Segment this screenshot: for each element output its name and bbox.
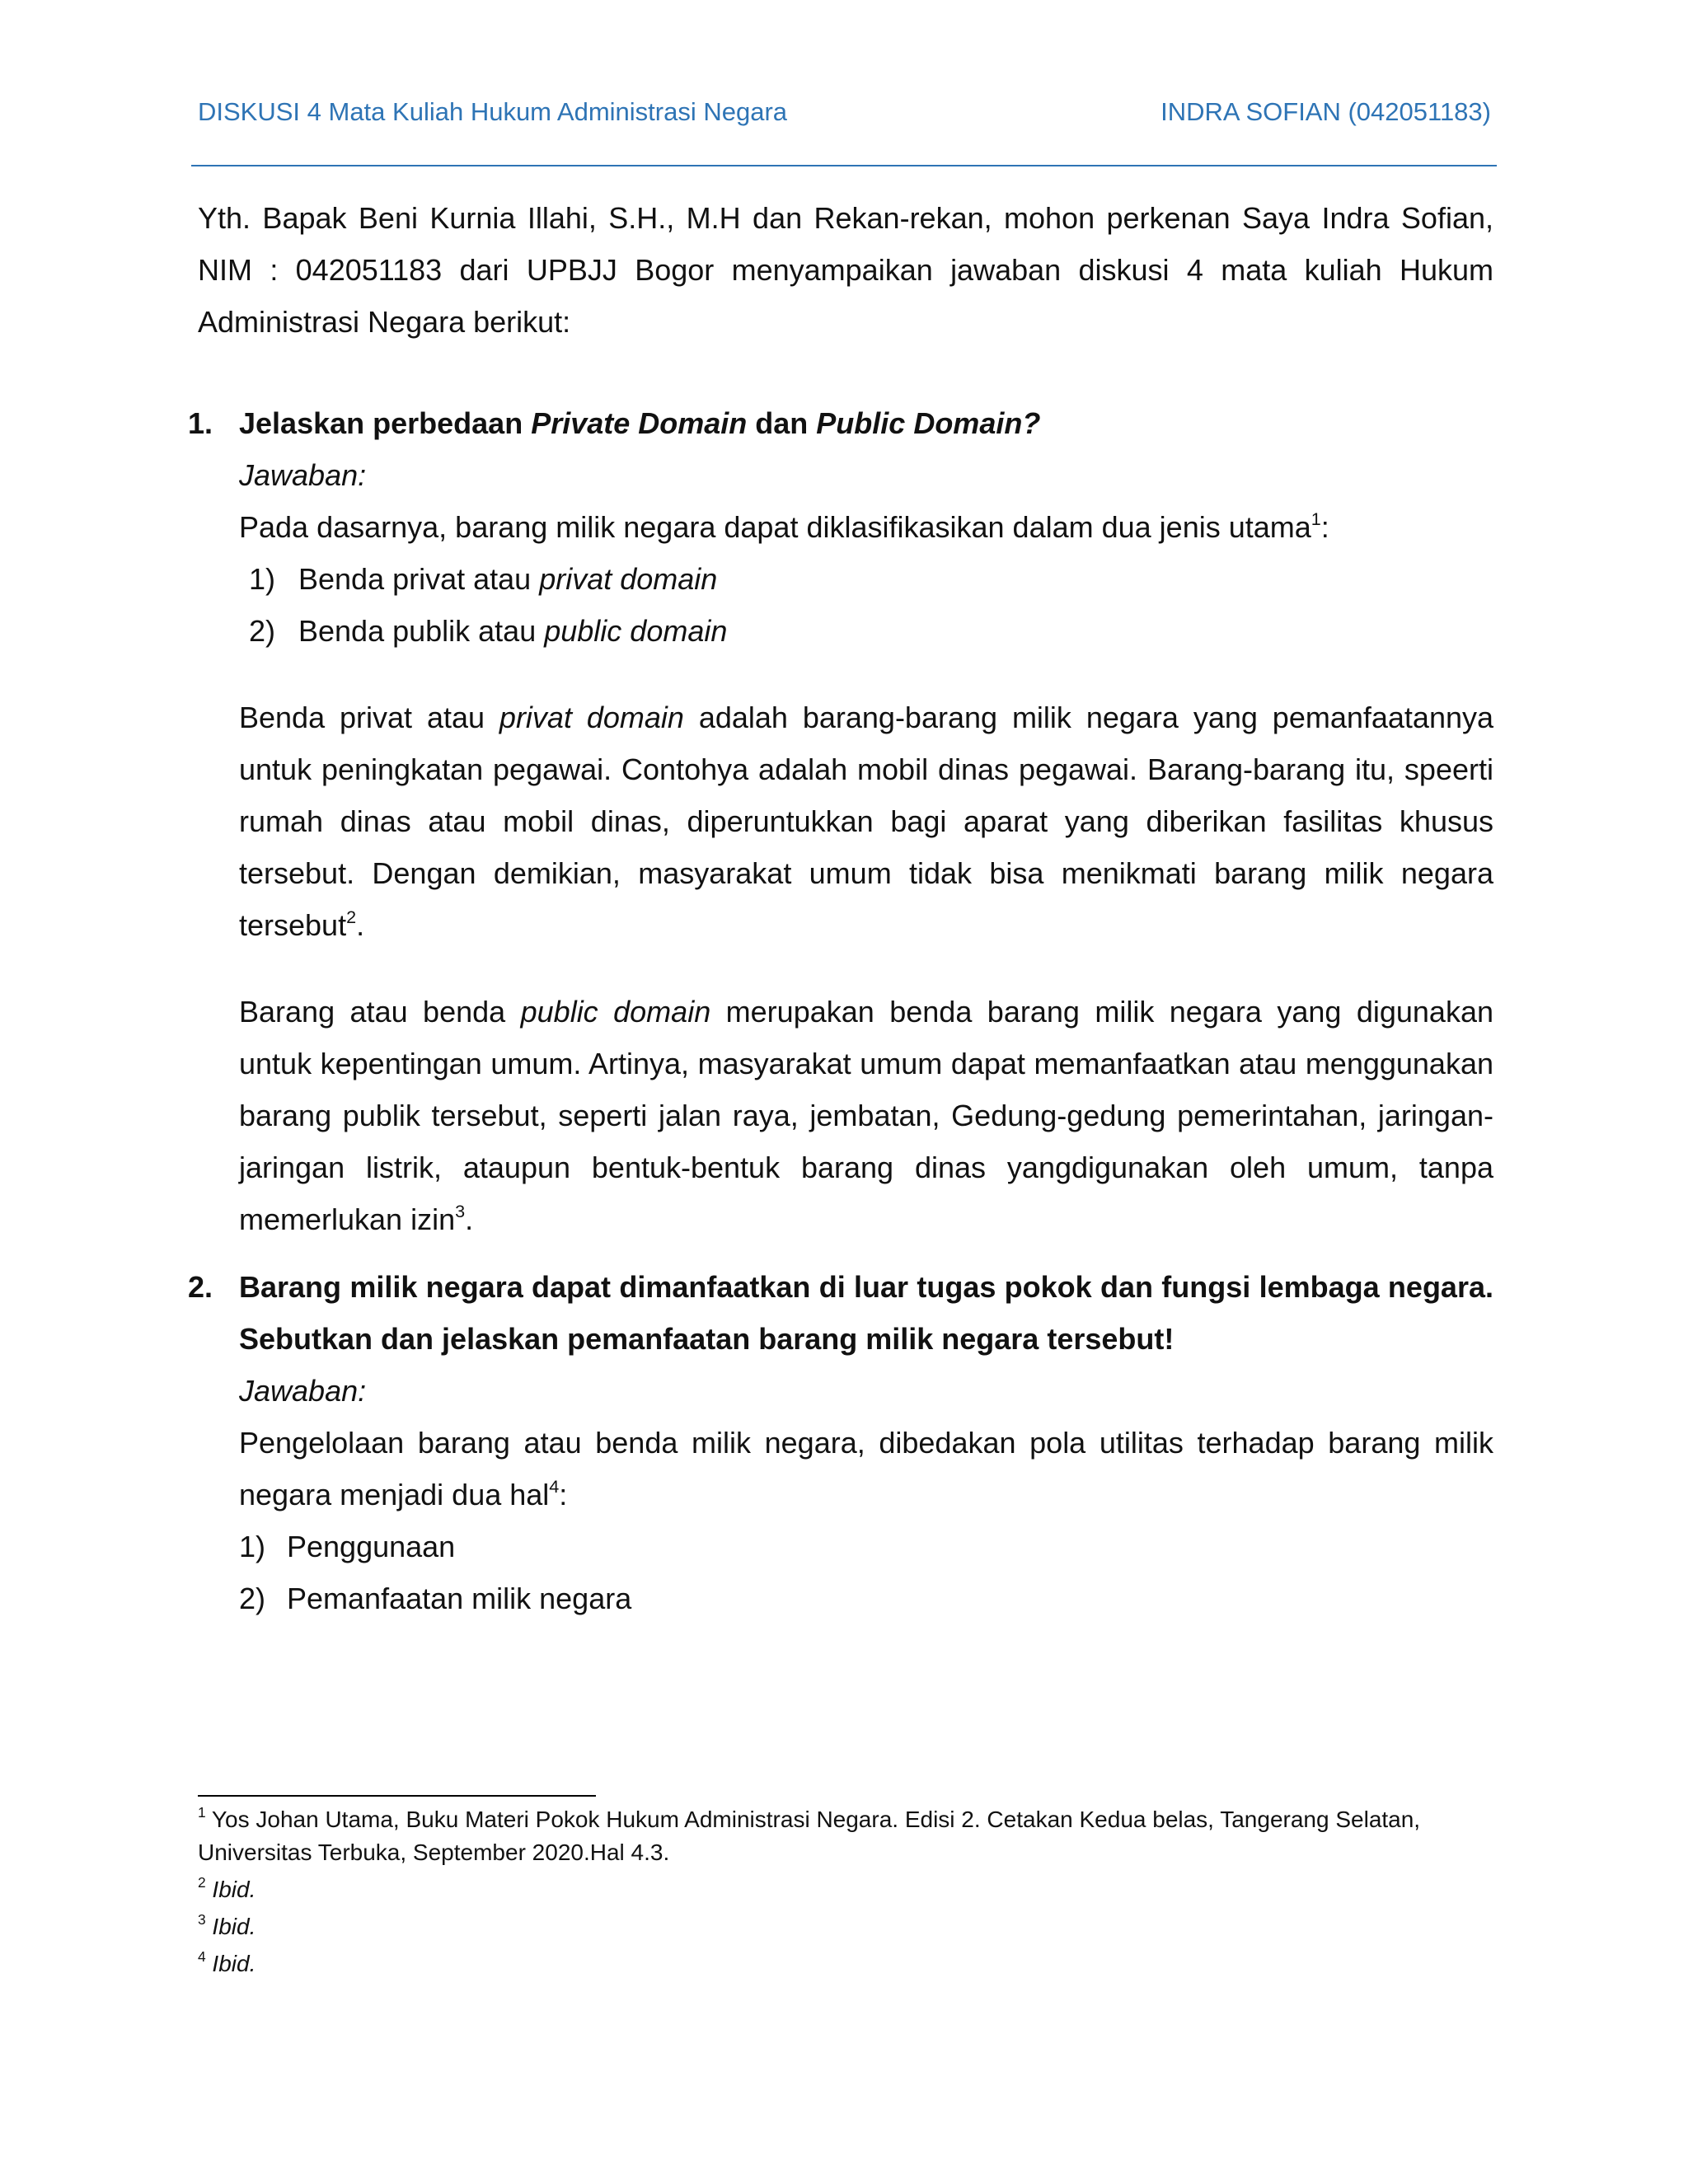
footnotes: [198, 1803, 1451, 1985]
answer-label: Jawaban:: [239, 1374, 367, 1408]
list-item: 1) Penggunaan: [239, 1530, 456, 1563]
header-divider: [191, 165, 1497, 166]
header-title: DISKUSI 4 Mata Kuliah Hukum Administrasi Negara: [198, 97, 788, 126]
paragraph-public-domain: Barang atau benda public domain merupakan benda barang milik negara yang digunakan untuk kepentingan umum. Artinya, masyarakat umum dapat memanfaatkan atau menggunakan barang publik tersebut, seperti jalan raya, jembatan, Gedung-gedung pemerintahan, jaringan-jaringan listrik, ataupun bentuk-bentuk barang dinas yangdigunakan oleh umum, tanpa memerlukan izin$^3$.: [239, 995, 1493, 1236]
intro-paragraph: Yth. Bapak Beni Kurnia Illahi, S.H., M.H dan Rekan-rekan, mohon perkenan Saya Indra Sofian, NIM : 042051183 dari UPBJJ Bogor menyampaikan jawaban diskusi 4 mata kuliah Hukum Administrasi Negara berikut:: [198, 201, 1493, 339]
document-body: [188, 192, 1494, 1624]
question-1: [188, 397, 1494, 1245]
header-author: INDRA SOFIAN (042051183): [1160, 97, 1491, 126]
question-2-number: 2.: [188, 1270, 213, 1304]
footnote-ref: 4: [549, 1476, 560, 1497]
list-item: 1) Benda privat atau privat domain: [249, 562, 718, 596]
footnote-ref: 1: [1311, 509, 1321, 529]
footnote-3: $^3$ Ibid.: [198, 1910, 256, 1939]
footnote-ref: 3: [455, 1201, 466, 1221]
question-2-text: Barang milik negara dapat dimanfaatkan di luar tugas pokok dan fungsi lembaga negara. Sebutkan dan jelaskan pemanfaatan barang milik negara tersebut!: [239, 1270, 1493, 1356]
footnote-2: $^2$ Ibid.: [198, 1873, 256, 1902]
footnote-ref: 2: [346, 907, 357, 927]
answer-2-lead: Pengelolaan barang atau benda milik negara, dibedakan pola utilitas terhadap barang milik negara menjadi dua hal$^4$:: [239, 1426, 1493, 1511]
answer-1-lead: Pada dasarnya, barang milik negara dapat diklasifikasikan dalam dua jenis utama$^1$:: [239, 509, 1329, 544]
footnote-4: $^4$ Ibid.: [198, 1947, 256, 1976]
list-item: 2) Pemanfaatan milik negara: [239, 1582, 632, 1615]
footnote-separator: [198, 1795, 596, 1797]
footnote-1: $^1$ Yos Johan Utama, Buku Materi Pokok Hukum Administrasi Negara. Edisi 2. Cetakan Kedua belas, Tangerang Selatan, Universitas Terbuka, September 2020.Hal 4.3.: [198, 1803, 1421, 1865]
list-item: 2) Benda publik atau public domain: [249, 614, 728, 648]
question-1-text: Jelaskan perbedaan Private Domain dan Public Domain?: [239, 406, 1041, 440]
question-2: [188, 1261, 1493, 1624]
paragraph-private-domain: Benda privat atau privat domain adalah barang-barang milik negara yang pemanfaatannya untuk peningkatan pegawai. Contohya adalah mobil dinas pegawai. Barang-barang itu, speerti rumah dinas atau mobil dinas, diperuntukkan bagi aparat yang diberikan fasilitas khusus tersebut. Dengan demikian, masyarakat umum tidak bisa menikmati barang milik negara tersebut$^2$.: [239, 701, 1494, 942]
question-1-number: 1.: [188, 406, 213, 440]
answer-label: Jawaban:: [239, 458, 367, 492]
